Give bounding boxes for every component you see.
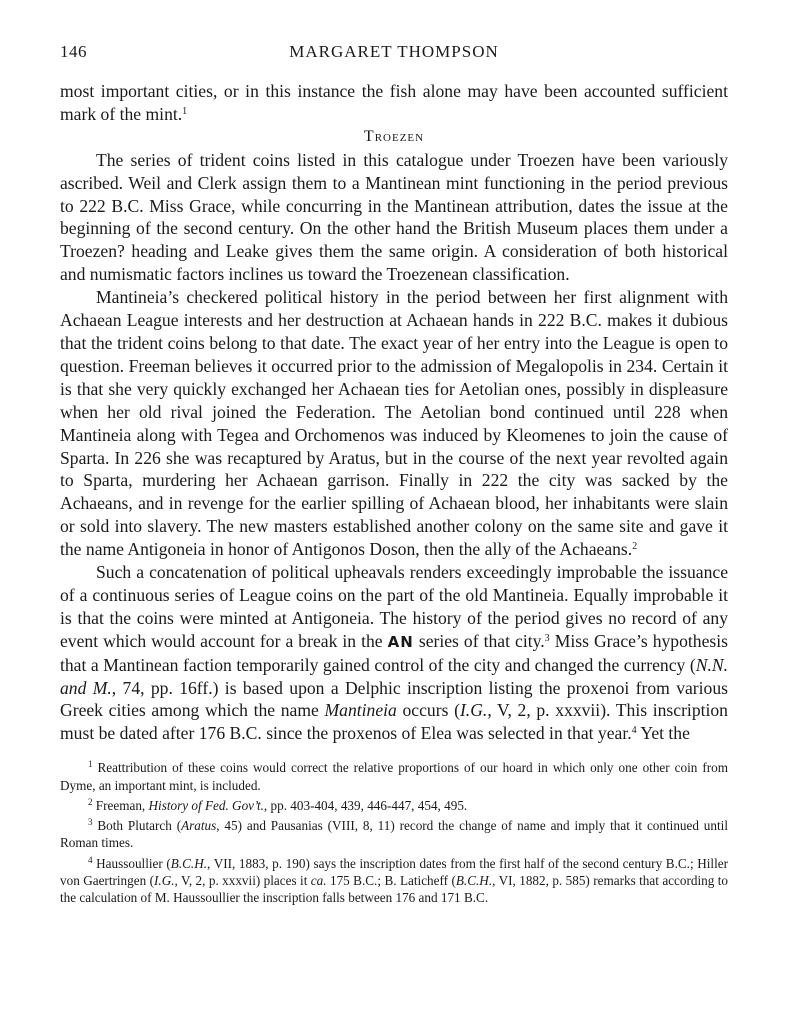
footnote-3: $^3$ Both Plutarch (Aratus, 45) and Pausanias (VIII, 8, 11) record the change of name and imply that it continued until Roman times. bbox=[60, 817, 728, 851]
citation: I.G. bbox=[459, 700, 488, 721]
paragraph-continued: most important cities, or in this instance the fish alone may have been accounted sufficient mark of the mint.$^1$ bbox=[60, 81, 728, 124]
citation: I.G. bbox=[154, 873, 175, 889]
footnote-4: $^4$ Haussoullier (B.C.H., VII, 1883, p. 190) says the inscription dates from the first half of the second century B.C.; Hiller von Gaertringen (I.G., V, 2, p. xxxvii) places it ca. 175 B.C.; B. Laticheff (B.C.H., VI, 1882, p. 585) remarks that according to the calculation of M. Haussoullier the inscription falls between 176 and 171 B.C. bbox=[60, 854, 728, 906]
running-head bbox=[60, 42, 728, 64]
body-text bbox=[60, 80, 728, 745]
footnote-ref-2: 2 bbox=[632, 541, 638, 553]
citation: ca. bbox=[310, 873, 327, 889]
citation: B.C.H. bbox=[455, 873, 493, 889]
paragraph-3: Such a concatenation of political upheavals renders exceedingly improbable the issuance of a continuous series of League coins on the part of the old Mantineia. Equally improbable it is that the coins were minted at Antigoneia. The history of the period gives no record of any event which would account for a break in the AN series of that city.$^3$ Miss Grace’s hypothesis that a Mantinean faction temporarily gained control of the city and changed the currency (N.N. and M., 74, pp. 16ff.) is based upon a Delphic inscription listing the proxenoi from various Greek cities among which the name Mantineia occurs (I.G., V, 2, p. xxxvii). This inscription must be dated after 176 B.C. since the proxenos of Elea was selected in that year.$^4$ Yet the bbox=[60, 562, 728, 744]
paragraph-2: Mantineia’s checkered political history in the period between her first alignment with Achaean League interests and her destruction at Achaean hands in 222 B.C. makes it dubious that the trident coins belong to that date. The exact year of her entry into the League is open to question. Freeman believes it occurred prior to the admission of Megalopolis in 234. Certain it is that she very quickly exchanged her Achaean ties for Aetolian ones, possibly in displeasure when her old rival joined the Federation. The Aetolian bond continued until 228 when Mantineia along with Tegea and Orchomenos was induced by Kleomenes to join the cause of Sparta. In 226 she was recaptured by Aratus, but in the course of the next year revolted again to Sparta, murdering her Achaean garrison. Finally in 222 the city was sacked by the Achaeans, and in revenge for the earlier spilling of Achaean blood, her inhabitants were slain or sold into slavery. The new masters established another colony on the same site and gave it the name Antigoneia in honor of Antigonos Doson, then the ally of the Achaeans.$^2$ bbox=[60, 287, 728, 560]
footnote-1: $^1$ Reattribution of these coins would correct the relative proportions of our hoard in which only one other coin from Dyme, an important mint, is included. bbox=[60, 759, 728, 793]
citation: History of Fed. Gov’t. bbox=[148, 797, 264, 813]
citation: B.C.H. bbox=[170, 855, 208, 871]
paragraph-1: The series of trident coins listed in this catalogue under Troezen have been variously ascribed. Weil and Clerk assign them to a Mantinean mint functioning in the period previous to 222 B.C. Miss Grace, while concurring in the Mantinean attribution, dates the issue at the beginning of the second century. On the other hand the British Museum places them under a Troezen? heading and Leake gives them the same origin. A consideration of both historical and numismatic factors inclines us toward the Troezenean classification. bbox=[60, 149, 728, 285]
running-title: MARGARET THOMPSON bbox=[289, 42, 499, 61]
footnote-ref-1: 1 bbox=[182, 105, 188, 117]
citation: Aratus bbox=[181, 818, 217, 834]
citation: N.N. and M. bbox=[60, 654, 728, 698]
footnotes bbox=[60, 759, 728, 906]
section-heading: Troezen bbox=[363, 127, 425, 145]
page bbox=[60, 42, 728, 910]
footnote-ref-3: 3 bbox=[544, 632, 550, 644]
footnote-ref-4: 4 bbox=[631, 725, 637, 737]
greek-monogram: AN bbox=[387, 632, 414, 651]
page-number: 146 bbox=[60, 42, 87, 61]
citation: Mantineia bbox=[324, 700, 397, 721]
footnote-2: $^2$ Freeman, History of Fed. Gov’t., pp. 403-404, 439, 446-447, 454, 495. bbox=[88, 796, 468, 813]
